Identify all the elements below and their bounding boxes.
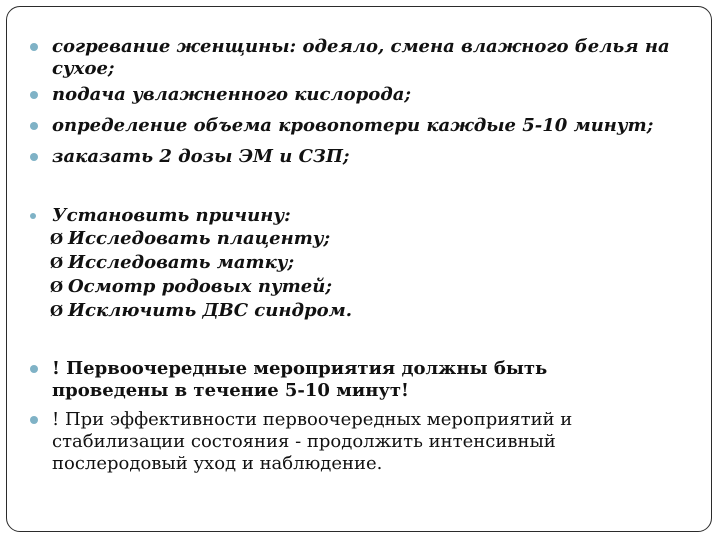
list-item-text: стабилизации состояния - продолжить интенсивный: [52, 431, 556, 452]
cause-subitem-text: Исследовать матку;: [68, 252, 295, 273]
arrow-bullet-icon: Ø: [50, 230, 64, 248]
arrow-bullet-icon: Ø: [50, 278, 64, 296]
bullet-icon: [30, 365, 38, 373]
bullet-icon: [30, 122, 38, 130]
list-item-text: ! При эффективности первоочередных мероприятий и: [52, 409, 573, 430]
bullet-icon: [30, 416, 38, 424]
list-item-text: согревание женщины: одеяло, смена влажного белья на: [52, 36, 670, 57]
bullet-icon: [30, 213, 36, 219]
cause-subitem-text: Исследовать плаценту;: [68, 228, 331, 249]
arrow-bullet-icon: Ø: [50, 254, 64, 272]
list-item-text: определение объема кровопотери каждые 5-10 минут;: [52, 115, 654, 136]
cause-title: Установить причину:: [52, 205, 291, 226]
cause-subitem-text: Осмотр родовых путей;: [68, 276, 332, 297]
cause-subitem-text: Исключить ДВС синдром.: [68, 300, 352, 321]
bullet-icon: [30, 153, 38, 161]
bullet-icon: [30, 91, 38, 99]
arrow-bullet-icon: Ø: [50, 302, 64, 320]
list-item-text: сухое;: [52, 58, 115, 79]
list-item-text: ! Первоочередные мероприятия должны быть: [52, 358, 548, 379]
list-item-text: проведены в течение 5-10 минут!: [52, 380, 409, 401]
list-item-text: подача увлажненного кислорода;: [52, 84, 412, 105]
list-item-text: послеродовый уход и наблюдение.: [52, 453, 383, 474]
list-item-text: заказать 2 дозы ЭМ и СЗП;: [52, 146, 350, 167]
bullet-icon: [30, 43, 38, 51]
